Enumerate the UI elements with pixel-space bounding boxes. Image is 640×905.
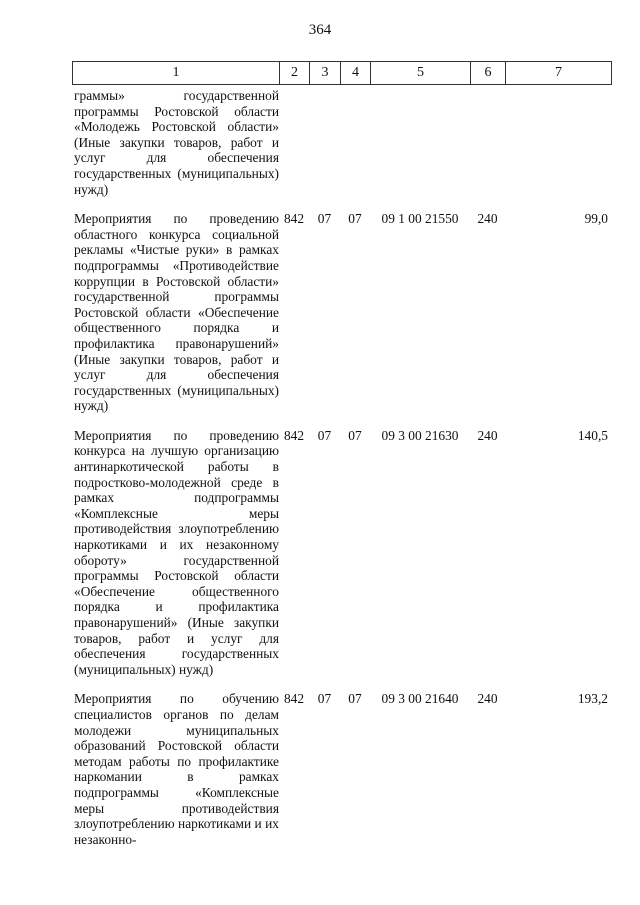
- table-body: [72, 88, 612, 847]
- row-col-6: 240: [477, 691, 498, 707]
- row-col-7: 140,5: [577, 427, 608, 443]
- row-col-5: 09 3 00 21630: [381, 427, 459, 443]
- table-row: [72, 428, 612, 678]
- row-col-6: 240: [477, 211, 498, 227]
- row-description: Мероприятия по обучению специалистов органов по делам молодежи муниципальных образований Ростовской области методам работы по профилактике наркомании в рамках подпрограммы «Комплексные меры противодействия злоупотреблению наркотиками и их незаконно-: [74, 691, 279, 847]
- row-description: граммы» государственной программы Ростовской области «Молодежь Ростовской области» (Иные закупки товаров, работ и услуг для обеспечения государственных (муниципальных) нужд): [74, 88, 279, 197]
- row-col-4: 07: [348, 427, 362, 443]
- page-number: 364: [308, 22, 332, 38]
- header-col-1: 1: [73, 62, 280, 84]
- row-col-4: 07: [348, 691, 362, 707]
- header-col-2: 2: [280, 62, 310, 84]
- table-row: [72, 88, 612, 197]
- row-col-2: 842: [283, 691, 305, 707]
- row-description: Мероприятия по проведению конкурса на лучшую организацию антинаркотической работы в подростково-молодежной среде в рамках подпрограммы «Комплексные меры противодействия злоупотреблению наркотиками и их незаконному обороту» государственной программы Ростовской области «Обеспечение общественного порядка и профилактика правонарушений» (Иные закупки товаров, работ и услуг для обеспечения государственных (муниципальных) нужд): [74, 427, 279, 677]
- row-col-2: 842: [283, 211, 305, 227]
- row-col-5: 09 3 00 21640: [381, 691, 459, 707]
- row-col-4: 07: [348, 211, 362, 227]
- row-description: Мероприятия по проведению областного конкурса социальной рекламы «Чистые руки» в рамках подпрограммы «Противодействие коррупции в Ростовской области» государственной программы Ростовской области «Обеспечение общественного порядка и профилактика правонарушений» (Иные закупки товаров, работ и услуг для обеспечения государственных (муниципальных) нужд): [74, 211, 279, 414]
- header-col-5: 5: [371, 62, 471, 84]
- table-row: [72, 211, 612, 414]
- row-col-6: 240: [477, 427, 498, 443]
- table-row: [72, 691, 612, 847]
- header-col-3: 3: [310, 62, 341, 84]
- row-col-3: 07: [317, 211, 332, 227]
- row-col-5: 09 1 00 21550: [381, 211, 459, 227]
- header-col-6: 6: [471, 62, 506, 84]
- table-header: [72, 61, 612, 85]
- header-col-4: 4: [341, 62, 371, 84]
- row-col-3: 07: [317, 691, 332, 707]
- row-col-2: 842: [283, 427, 305, 443]
- row-col-7: 99,0: [584, 211, 608, 227]
- header-col-7: 7: [555, 65, 562, 80]
- row-col-3: 07: [317, 427, 332, 443]
- row-col-7: 193,2: [577, 691, 608, 707]
